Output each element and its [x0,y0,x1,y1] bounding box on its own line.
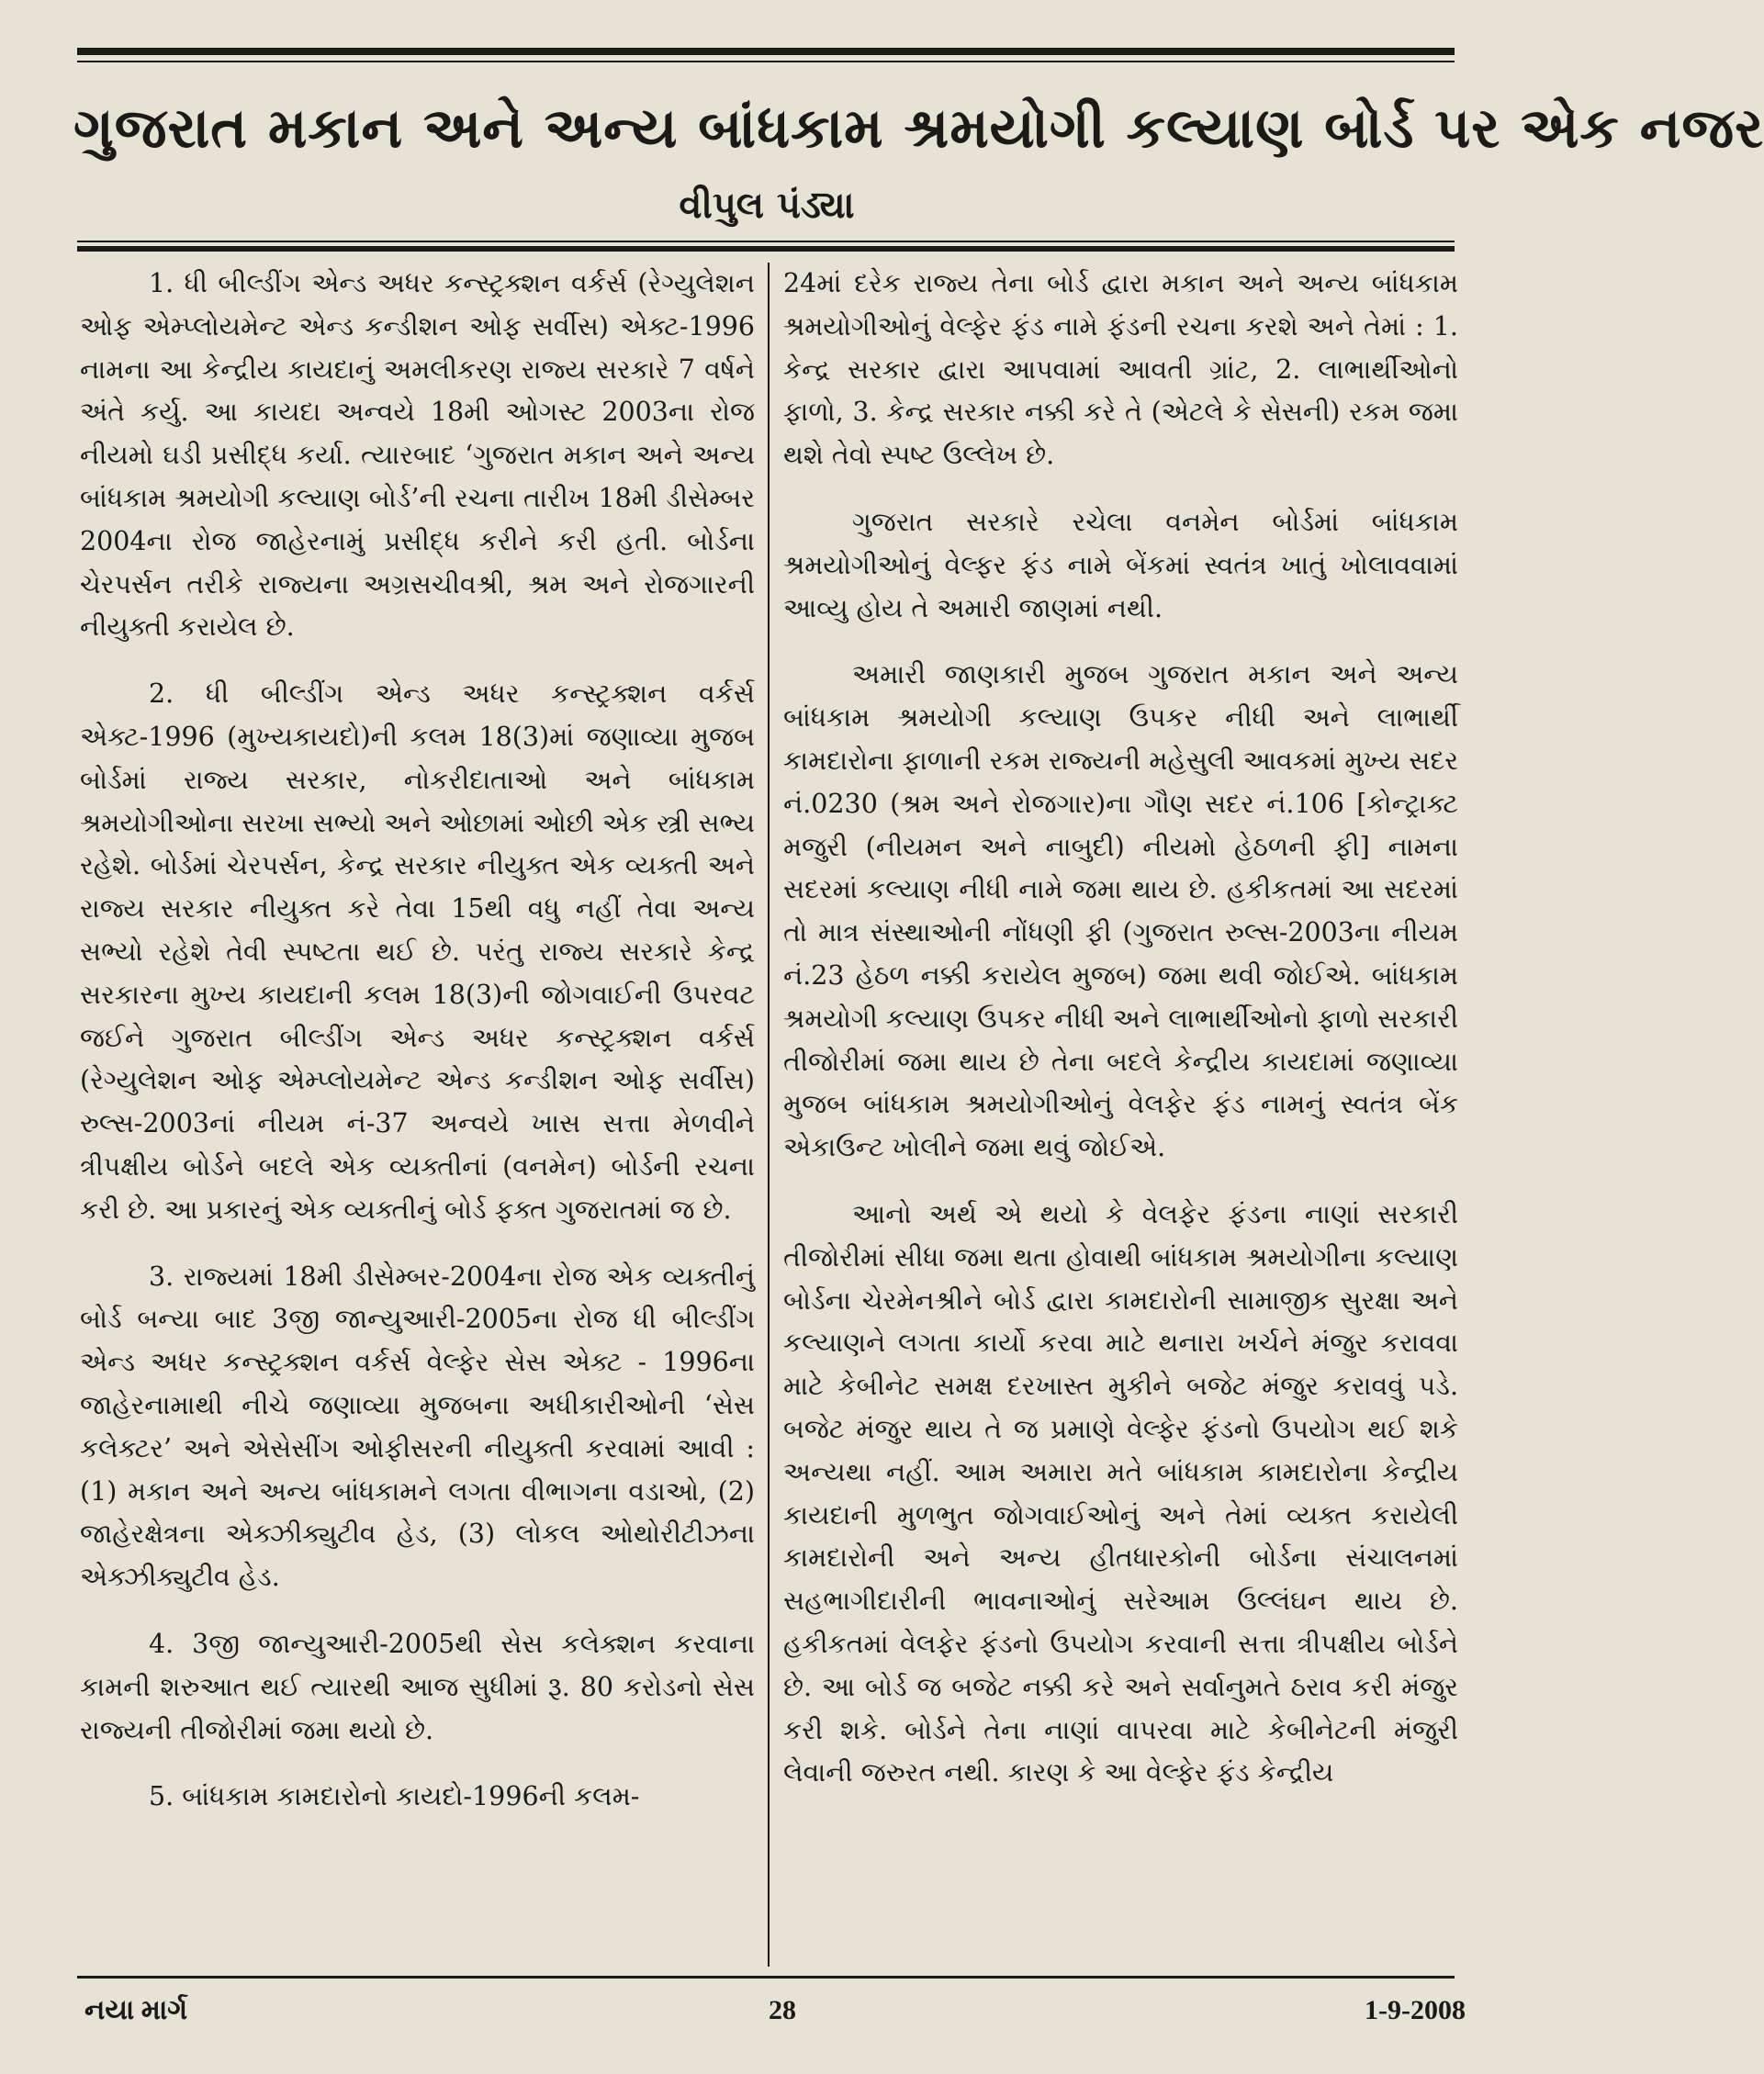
top-rule-thin [77,61,1455,62]
paragraph-7: અમારી જાણકારી મુજબ ગુજરાત મકાન અને અન્ય બાંધકામ શ્રમયોગી કલ્યાણ ઉપકર નીધી અને લાભાર્થી કામદારોના ફાળાની રકમ રાજ્યની મહેસુલી આવકમાં મુખ્ય સદર નં.0230 (શ્રમ અને રોજગાર)ના ગૌણ સદર નં.106 [કોન્ટ્રાક્ટ મજુરી (નીયમન અને નાબુદી) નીયમો હેઠળની ફી] નામના સદરમાં કલ્યાણ નીધી નામે જમા થાય છે. હકીકતમાં આ સદરમાં તો માત્ર સંસ્થાઓની નોંધણી ફી (ગુજરાત રુલ્સ-2003ના નીયમ નં.23 હેઠળ નક્કી કરાયેલ મુજબ) જમા થવી જોઈએ. બાંધકામ શ્રમયોગી કલ્યાણ ઉપકર નીધી અને લાભાર્થીઓનો ફાળો સરકારી તીજોરીમાં જમા થાય છે તેના બદલે કેન્દ્રીય કાયદામાં જણાવ્યા મુજબ બાંધકામ શ્રમયોગીઓનું વેલફેર ફંડ નામનું સ્વતંત્ર બેંક એકાઉન્ટ ખોલીને જમા થવું જોઈએ. [783,659,1458,1163]
footer-rule [77,1976,1455,1979]
paragraph-6: ગુજરાત સરકારે રચેલા વનમેન બોર્ડમાં બાંધકામ શ્રમયોગીઓનું વેલ્ફર ફંડ નામે બેંકમાં સ્વતંત્ર ખાતું ખોલાવવામાં આવ્યુ હોય તે અમારી જાણમાં નથી. [783,506,1458,623]
article-title: ગુજરાત મકાન અને અન્ય બાંધકામ શ્રમયોગી કલ્યાણ બોર્ડ પર એક નજર [73,96,1764,161]
paragraph-1: 1. ધી બીલ્ડીંગ એન્ડ અધર કન્સ્ટ્રક્શન વર્કર્સ (રેગ્યુલેશન ઓફ એમ્પ્લોયમેન્ટ એન્ડ કન્ડીશન ઓફ સર્વીસ) એક્ટ-1996 નામના આ કેન્દ્રીય કાયદાનું અમલીકરણ રાજ્ય સરકારે 7 વર્ષને અંતે કર્યુ. આ કાયદા અન્વયે 18મી ઓગસ્ટ 2003ના રોજ નીયમો ઘડી પ્રસીદ્ધ કર્યા. ત્યારબાદ ‘ગુજરાત મકાન અને અન્ય બાંધકામ શ્રમયોગી કલ્યાણ બોર્ડ’ની રચના તારીખ 18મી ડીસેમ્બર 2004ના રોજ જાહેરનામું પ્રસીદ્ધ કરીને કરી હતી. બોર્ડના ચેરપર્સન તરીકે રાજ્યના અગ્રસચીવશ્રી, શ્રમ અને રોજગારની નીયુક્તી કરાયેલ છે. [80,268,755,643]
article-author: વીપુલ પંડ્યા [679,185,855,227]
left-column [80,263,755,1970]
title-rule-thin [77,241,1455,242]
paragraph-4: 4. 3જી જાન્યુઆરી-2005થી સેસ કલેક્શન કરવાના કામની શરુઆત થઈ ત્યારથી આજ સુધીમાં રૂ. 80 કરોડનો સેસ રાજ્યની તીજોરીમાં જમા થયો છે. [80,1628,755,1745]
paragraph-8: આનો અર્થ એ થયો કે વેલફેર ફંડના નાણાં સરકારી તીજોરીમાં સીધા જમા થતા હોવાથી બાંધકામ શ્રમયોગીના કલ્યાણ બોર્ડના ચેરમેનશ્રીને બોર્ડ દ્વારા કામદારોની સામાજીક સુરક્ષા અને કલ્યાણને લગતા કાર્યો કરવા માટે થનારા ખર્ચને મંજુર કરાવવા માટે કેબીનેટ સમક્ષ દરખાસ્ત મુકીને બજેટ મંજુર કરાવવું પડે. બજેટ મંજુર થાય તે જ પ્રમાણે વેલ્ફેર ફંડનો ઉપયોગ થઈ શકે અન્યથા નહીં. આમ અમારા મતે બાંધકામ કામદારોના કેન્દ્રીય કાયદાની મુળભુત જોગવાઈઓનું અને તેમાં વ્યક્ત કરાયેલી કામદારોની અને અન્ય હીતધારકોની બોર્ડના સંચાલનમાં સહભાગીદારીની ભાવનાઓનું સરેઆમ ઉલ્લંઘન થાય છે. હકીકતમાં વેલફેર ફંડનો ઉપયોગ કરવાની સત્તા ત્રીપક્ષીય બોર્ડને છે. આ બોર્ડ જ બજેટ નક્કી કરે અને સર્વાનુમતે ઠરાવ કરી મંજુર કરી શકે. બોર્ડને તેના નાણાં વાપરવા માટે કેબીનેટની મંજુરી લેવાની જરુરત નથી. કારણ કે આ વેલ્ફેર ફંડ કેન્દ્રીય [783,1198,1458,1788]
title-rule-thick [77,246,1455,252]
column-divider [768,263,770,1967]
paragraph-5-continuation: 24માં દરેક રાજ્ય તેના બોર્ડ દ્વારા મકાન અને અન્ય બાંધકામ શ્રમયોગીઓનું વેલ્ફેર ફંડ નામે ફંડની રચના કરશે અને તેમાં : 1. કેન્દ્ર સરકાર દ્વારા આપવામાં આવતી ગ્રાંટ, 2. લાભાર્થીઓનો ફાળો, 3. કેન્દ્ર સરકાર નક્કી કરે તે (એટલે કે સેસની) રકમ જમા થશે તેવો સ્પષ્ટ ઉલ્લેખ છે. [783,268,1458,471]
footer-date: 1-9-2008 [1365,1995,1466,2025]
paragraph-3: 3. રાજ્યમાં 18મી ડીસેમ્બર-2004ના રોજ એક વ્યક્તીનું બોર્ડ બન્યા બાદ 3જી જાન્યુઆરી-2005ના રોજ ધી બીલ્ડીંગ એન્ડ અધર કન્સ્ટ્રક્શન વર્કર્સ વેલ્ફેર સેસ એક્ટ - 1996ના જાહેરનામાથી નીચે જણાવ્યા મુજબના અધીકારીઓની ‘સેસ કલેક્ટર’ અને એસેસીંગ ઓફીસરની નીયુક્તી કરવામાં આવી : (1) મકાન અને અન્ય બાંધકામને લગતા વીભાગના વડાઓ, (2) જાહેરક્ષેત્રના એક્ઝીક્યુટીવ હેડ, (3) લોકલ ઓથોરીટીઝના એક્ઝીક્યુટીવ હેડ. [80,1261,755,1593]
top-rule-thick [77,48,1455,55]
footer-publication: નયા માર્ગ [84,1995,188,2025]
right-column [783,263,1458,1970]
footer-page-number: 28 [769,1995,796,2025]
paragraph-5-start: 5. બાંધકામ કામદારોનો કાયદો-1996ની કલમ- [149,1781,640,1812]
paragraph-2: 2. ધી બીલ્ડીંગ એન્ડ અધર કન્સ્ટ્રક્શન વર્કર્સ એક્ટ-1996 (મુખ્યકાયદો)ની કલમ 18(3)માં જણાવ્યા મુજબ બોર્ડમાં રાજ્ય સરકાર, નોકરીદાતાઓ અને બાંધકામ શ્રમયોગીઓના સરખા સભ્યો અને ઓછામાં ઓછી એક સ્ત્રી સભ્ય રહેશે. બોર્ડમાં ચેરપર્સન, કેન્દ્ર સરકાર નીયુક્ત એક વ્યક્તી અને રાજ્ય સરકાર નીયુક્ત કરે તેવા 15થી વધુ નહીં તેવા અન્ય સભ્યો રહેશે તેવી સ્પષ્ટતા થઈ છે. પરંતુ રાજ્ય સરકારે કેન્દ્ર સરકારના મુખ્ય કાયદાની કલમ 18(3)ની જોગવાઈની ઉપરવટ જઈને ગુજરાત બીલ્ડીંગ એન્ડ અધર કન્સ્ટ્રક્શન વર્કર્સ (રેગ્યુલેશન ઓફ એમ્પ્લોયમેન્ટ એન્ડ કન્ડીશન ઓફ સર્વીસ) રુલ્સ-2003નાં નીયમ નં-37 અન્વયે ખાસ સત્તા મેળવીને ત્રીપક્ષીય બોર્ડને બદલે એક વ્યક્તીનાં (વનમેન) બોર્ડની રચના કરી છે. આ પ્રકારનું એક વ્યક્તીનું બોર્ડ ફક્ત ગુજરાતમાં જ છે. [80,678,755,1225]
